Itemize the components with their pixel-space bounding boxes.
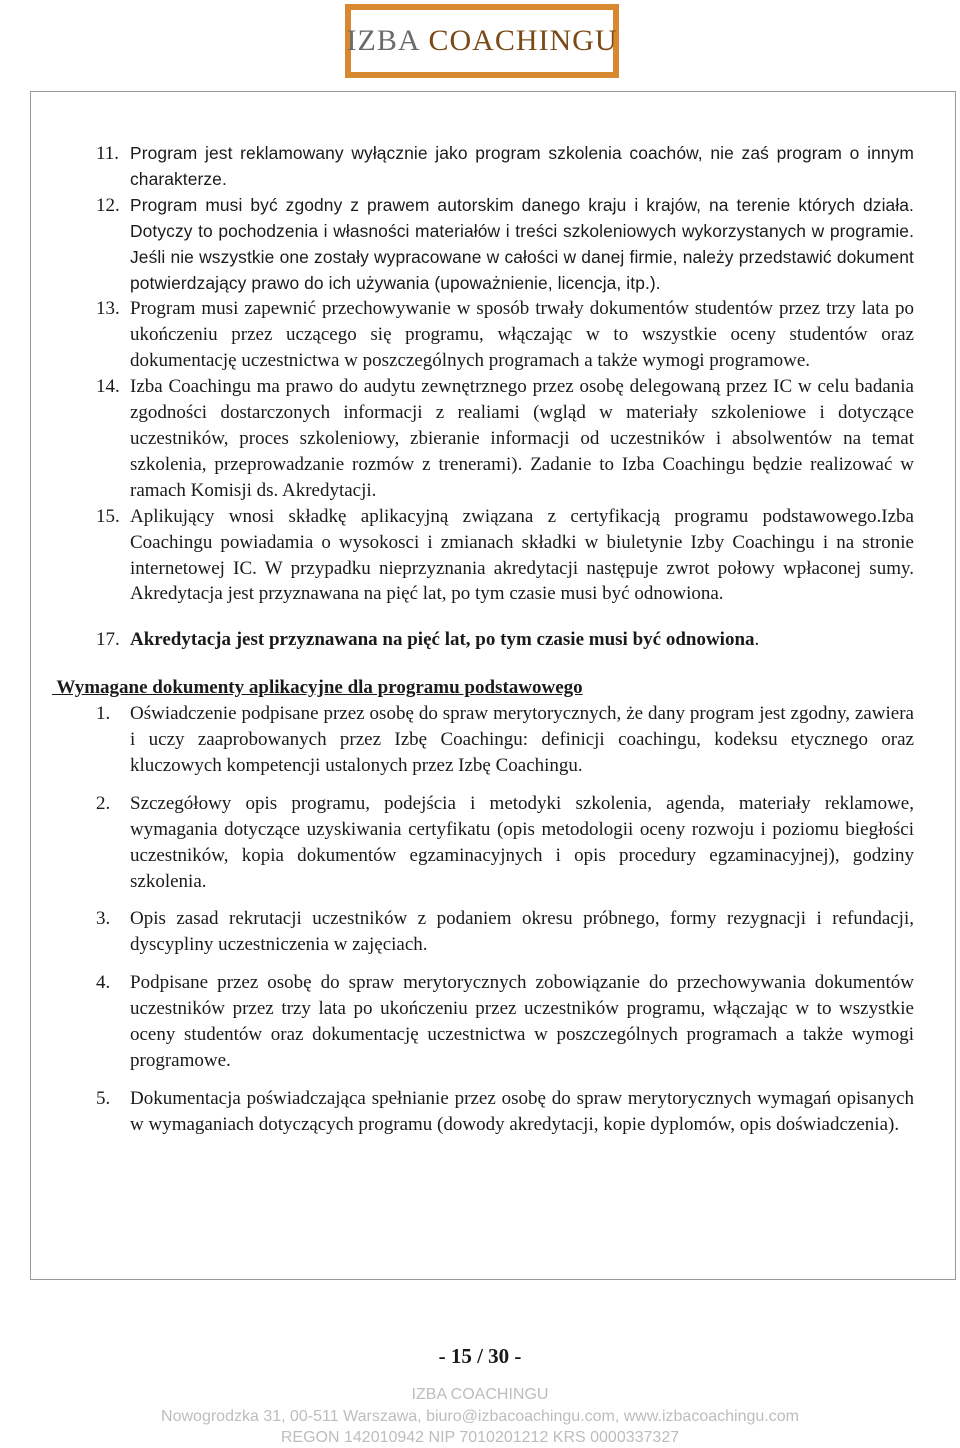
spacer: [96, 894, 914, 906]
item-text: Oświadczenie podpisane przez osobę do spraw merytorycznych, że dany program jest zgodny, zawiera i uczy zaaprobowanych przez Izbę Coachingu: definicji coachingu, kodeksu etycznego oraz kluczowych kompetencji ustalonych przez Izbę Coachingu.: [130, 703, 914, 776]
item-number: 17.: [96, 629, 120, 651]
page-number: - 15 / 30 -: [438, 1344, 522, 1368]
item-number: 14.: [96, 376, 120, 398]
list-item-13: [96, 296, 914, 374]
item-text: Podpisane przez osobę do spraw merytorycznych zobowiązanie do przechowywania dokumentów uczestników przez trzy lata po ukończeniu przez uczestników programu, włączając w to wszystkie oceny studentów oraz dokumentację uczestnictwa w poszczególnych programach a także wymogi programowe.: [130, 972, 914, 1071]
item-number: 3.: [96, 908, 111, 930]
spacer: [96, 958, 914, 970]
item-number: 5.: [96, 1087, 111, 1109]
spacer: [96, 779, 914, 791]
item-text: [130, 627, 914, 653]
doc-item-4: [96, 970, 914, 1074]
doc-item-2: [96, 791, 914, 895]
document-body: [52, 141, 914, 1138]
item-text: Izba Coachingu ma prawo do audytu zewnętrznego przez osobę delegowaną przez IC w celu badania zgodności dostarczonych informacji z realiami (wgląd w materiały szkoleniowe i dotyczące uczestników, proces szkoleniowy, zbieranie informacji od uczestników i absolwentów na temat szkolenia, przeprowadzanie rozmów z trenerami). Zadanie to Izba Coachingu będzie realizować w ramach Komisji ds. Akredytacji.: [130, 376, 914, 501]
doc-item-5: [96, 1086, 914, 1138]
list-item-15: [96, 504, 914, 608]
doc-item-1: [96, 701, 914, 779]
item-number: 1.: [96, 703, 111, 725]
logo-inner: [346, 10, 618, 72]
item-text: Opis zasad rekrutacji uczestników z podaniem okresu próbnego, formy rezygnacji i refundacji, dyscypliny uczestniczenia w zajęciach.: [130, 908, 914, 956]
logo-text-izba: IZBA: [346, 24, 421, 57]
spacer: [96, 607, 914, 627]
item-text: Program musi być zgodny z prawem autorskim danego kraju i krajów, na terenie których działa. Dotyczy to pochodzenia i własności materiałów i treści szkoleniowych wykorzystanych w programie. Jeśli nie wszystkie one zostały wypracowane w całości w danej firmie, należy przedstawić dokument potwierdzający prawo do ich używania (upoważnienie, licencja, itp.).: [130, 194, 914, 293]
spacer: [96, 1074, 914, 1086]
list-item-17: [96, 627, 914, 653]
item-number: 11.: [96, 143, 120, 164]
list-item-11: [96, 141, 914, 193]
footer-org-name: IZBA COACHINGU: [411, 1386, 549, 1403]
item-17-tail: .: [754, 629, 760, 651]
item-number: 15.: [96, 505, 120, 527]
item-text: Szczegółowy opis programu, podejścia i metodyki szkolenia, agenda, materiały reklamowe, wymagania dotyczące uzyskiwania certyfikatu (opis metodologii oceny rozwoju i poziomu biegłości uczestników, kopia dokumentów egzaminacyjnych i opis procedury egzaminacyjnej), godziny szkolenia.: [130, 792, 914, 892]
item-number: 4.: [96, 972, 111, 994]
item-text: Aplikujący wnosi składkę aplikacyjną związana z certyfikacją programu podstawowego.Izba Coachingu powiadamia o wysokosci i zmianach składki w biuletynie Izby Coachingu i na stronie internetowej IC. W przypadku nieprzyznania akredytacji następuje zwrot połowy wpłaconej sumy. Akredytacja jest przyznawana na pięć lat, po tym czasie musi być odnowiona.: [130, 505, 914, 605]
doc-item-3: [96, 906, 914, 958]
izba-coachingu-logo: [345, 4, 619, 78]
list-item-12: [96, 193, 914, 297]
item-text: Program musi zapewnić przechowywanie w sposób trwały dokumentów studentów przez trzy lata po ukończeniu przez uczącego się programu, włączając w to wszystkie oceny studentów oraz dokumentację uczestnictwa w poszczególnych programach a także wymogi programowe.: [130, 298, 914, 372]
footer-address: Nowogrodzka 31, 00-511 Warszawa, biuro@izbacoachingu.com, www.izbacoachingu.com: [161, 1408, 799, 1425]
item-text: Dokumentacja poświadczająca spełnianie przez osobę do spraw merytorycznych wymagań opisanych w wymaganiach dotyczących programu (dowody akredytacji, kopie dyplomów, opis doświadczenia).: [130, 1087, 914, 1135]
list-item-14: [96, 374, 914, 504]
item-number: 13.: [96, 298, 120, 320]
footer-registry: REGON 142010942 NIP 7010201212 KRS 0000337327: [280, 1429, 680, 1446]
item-number: 2.: [96, 792, 111, 814]
item-17-bold-text: Akredytacja jest przyznawana na pięć lat, po tym czasie musi być odnowiona: [130, 629, 755, 651]
logo-text-coachingu: COACHINGU: [428, 24, 618, 57]
item-text: Program jest reklamowany wyłącznie jako program szkolenia coachów, nie zaś program o innym charakterze.: [130, 143, 914, 189]
item-number: 12.: [96, 194, 120, 216]
spacer: [96, 653, 914, 675]
section-heading: Wymagane dokumenty aplikacyjne dla programu podstawowego: [52, 677, 583, 699]
